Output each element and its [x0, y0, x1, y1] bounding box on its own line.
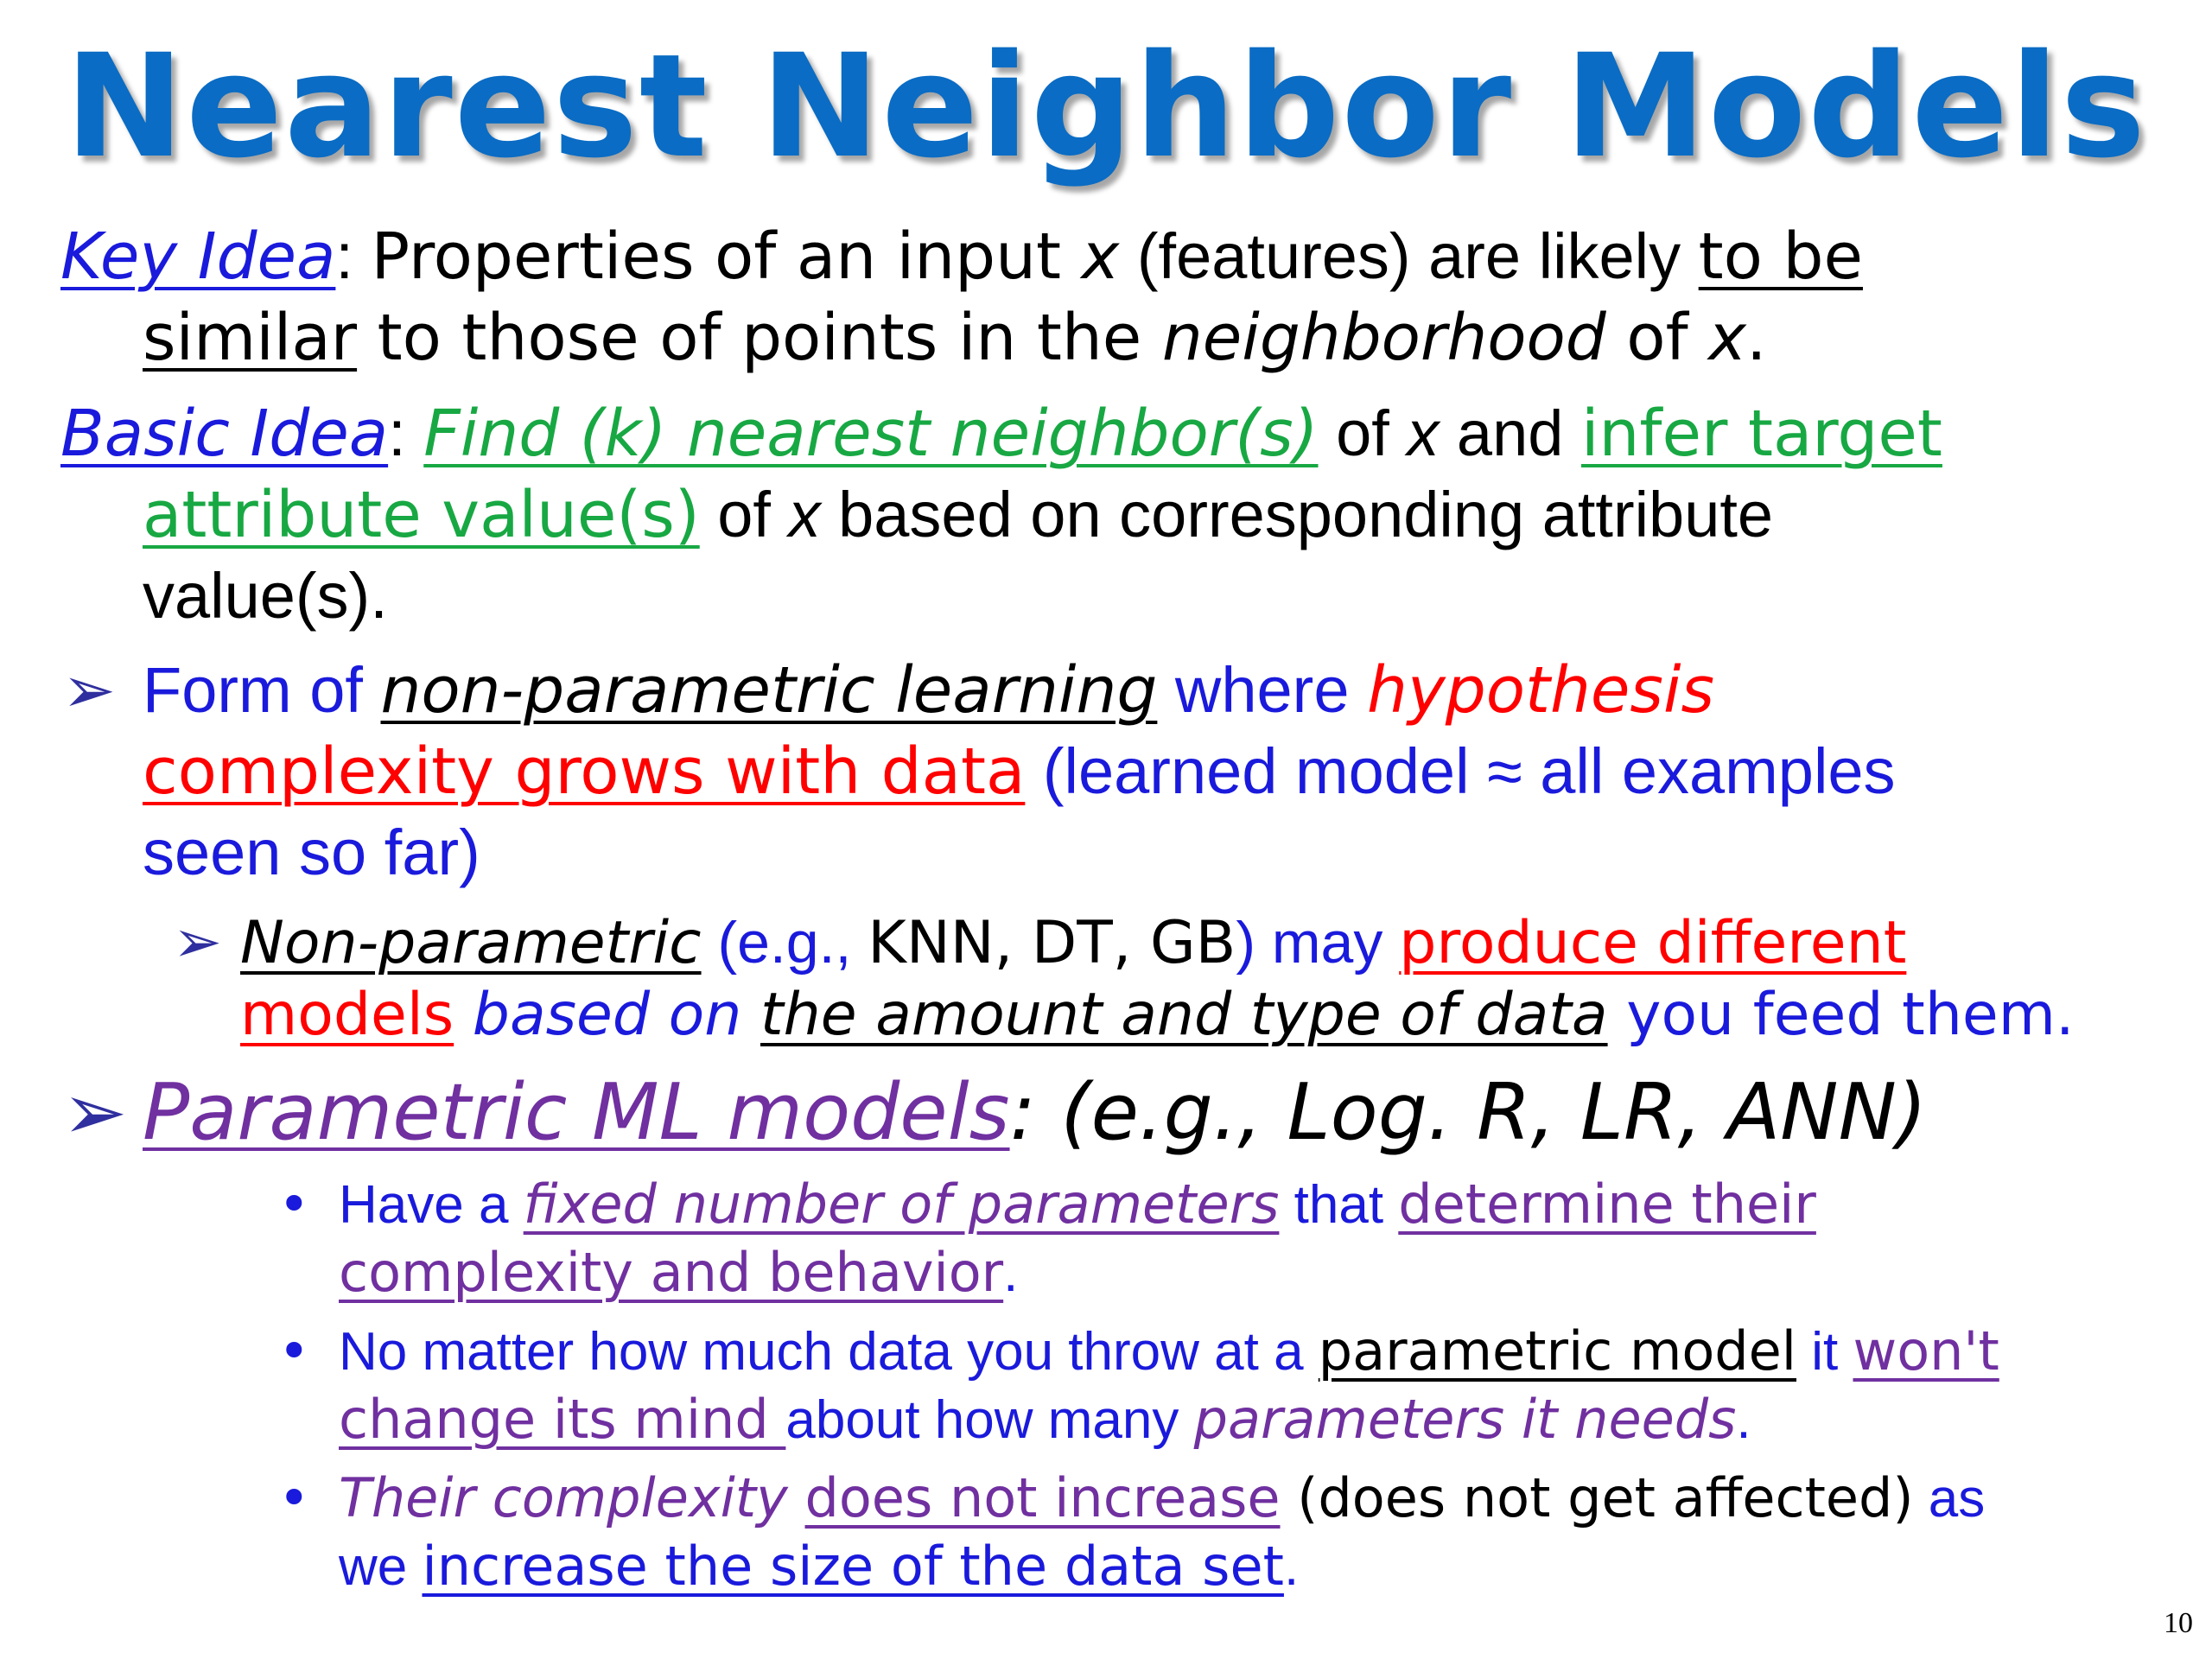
basic-idea-text: value(s).	[143, 560, 388, 632]
dot-text: No matter how much data you throw at a	[339, 1322, 1319, 1382]
bullet-text: (learned model ≈ all examples	[1025, 735, 1896, 807]
dot-text: we	[339, 1537, 423, 1597]
basic-idea-paragraph	[60, 393, 1942, 637]
bullet-red-text: complexity grows with data	[143, 734, 1026, 809]
sub-bullet-red: models	[240, 981, 454, 1049]
sub-bullet-underlined: Non-parametric	[240, 909, 702, 977]
basic-idea-text: and	[1439, 397, 1581, 469]
arrow-bullet-icon: ➢	[173, 908, 222, 976]
dot-text	[788, 1466, 805, 1529]
key-idea-label: Key Idea	[60, 219, 336, 294]
dot-text: it	[1796, 1322, 1853, 1382]
dot-purple: does not increase	[804, 1466, 1281, 1529]
sub-bullet-text: ) may	[1236, 910, 1400, 976]
key-idea-underlined: similar	[143, 301, 358, 375]
page-number: 10	[2164, 1607, 2193, 1639]
dot-purple: parameters it needs	[1193, 1388, 1737, 1451]
dot-text: about how many	[785, 1390, 1194, 1450]
key-idea-text: to those of points in the	[357, 301, 1162, 375]
dot-blue-underlined: increase the size of the data set	[422, 1535, 1284, 1598]
dot-purple: won't	[1853, 1319, 1999, 1382]
sub-bullet-red: produce different	[1399, 909, 1907, 977]
dot-text: .	[1283, 1537, 1300, 1597]
key-idea-underlined: to be	[1698, 219, 1863, 294]
bullet-text: seen so far)	[143, 817, 480, 888]
basic-idea-infer: attribute value(s)	[143, 478, 700, 552]
basic-idea-label: Basic Idea	[60, 397, 389, 471]
basic-idea-find: Find (k) nearest neighbor(s)	[423, 397, 1319, 471]
bullet-parametric	[143, 1067, 1928, 1158]
key-idea-paragraph	[60, 216, 1863, 378]
bullet-text: Form of	[143, 654, 381, 726]
dot-parametric-model: parametric model	[1318, 1319, 1797, 1382]
arrow-bullet-icon: ➢	[62, 1067, 128, 1158]
key-idea-x: x	[1708, 301, 1746, 375]
dot-purple: fixed number of parameters	[523, 1173, 1280, 1236]
dot-purple: change its mind	[339, 1388, 786, 1451]
dot-item-complexity	[339, 1465, 1985, 1601]
dot-item-fixed-params	[339, 1171, 1816, 1307]
sub-bullet-non-parametric	[240, 907, 2075, 1051]
dot-bullet-icon: •	[278, 1319, 310, 1382]
basic-idea-text: of	[699, 479, 789, 550]
arrow-bullet-icon: ➢	[62, 653, 117, 728]
sub-bullet-underlined: the amount and type of data	[760, 981, 1608, 1049]
key-idea-text: (features) are likely	[1119, 220, 1699, 292]
key-idea-text: Properties of an input	[371, 219, 1082, 294]
dot-text: Have a	[339, 1175, 524, 1235]
key-idea-text: of	[1605, 301, 1709, 375]
bullet-text: where	[1157, 654, 1368, 726]
bullet-non-parametric	[143, 650, 1896, 893]
parametric-examples: : (e.g., Log. R, LR, ANN)	[1009, 1067, 1928, 1158]
dot-bullet-icon: •	[278, 1466, 310, 1529]
sub-bullet-based-on: based on	[472, 981, 742, 1049]
basic-idea-x: x	[788, 479, 821, 550]
sub-bullet-text	[454, 981, 473, 1049]
dot-purple: complexity and behavior	[339, 1241, 1004, 1304]
dot-item-no-matter	[339, 1318, 1999, 1454]
basic-idea-infer: infer target	[1580, 397, 1942, 471]
key-idea-x: x	[1081, 219, 1120, 294]
bullet-underlined: non-parametric learning	[380, 653, 1158, 728]
basic-idea-colon: :	[388, 397, 424, 469]
dot-bullet-icon: •	[278, 1173, 310, 1236]
parametric-label: Parametric ML models	[143, 1067, 1010, 1158]
dot-text: .	[1736, 1390, 1751, 1450]
dot-text: that	[1279, 1175, 1399, 1235]
dot-text: as	[1913, 1469, 1986, 1529]
slide-title: Nearest Neighbor Models	[65, 23, 2147, 189]
basic-idea-text: of	[1318, 397, 1408, 469]
dot-text: .	[1003, 1243, 1019, 1303]
sub-bullet-text: (e.g.,	[701, 910, 868, 976]
key-idea-text: .	[1745, 301, 1767, 375]
sub-bullet-examples: KNN, DT, GB	[868, 909, 1236, 977]
sub-bullet-text	[741, 981, 760, 1049]
dot-purple: Their complexity	[339, 1466, 788, 1529]
dot-purple: determine their	[1398, 1173, 1816, 1236]
dot-black-text: (does not get affected)	[1280, 1466, 1914, 1529]
sub-bullet-text: you feed them.	[1607, 981, 2075, 1049]
basic-idea-x: x	[1407, 397, 1440, 469]
basic-idea-text: based on corresponding attribute	[820, 479, 1774, 550]
key-idea-colon: :	[335, 220, 372, 292]
bullet-red-text: hypothesis	[1367, 653, 1715, 728]
key-idea-neighborhood: neighborhood	[1161, 301, 1606, 375]
